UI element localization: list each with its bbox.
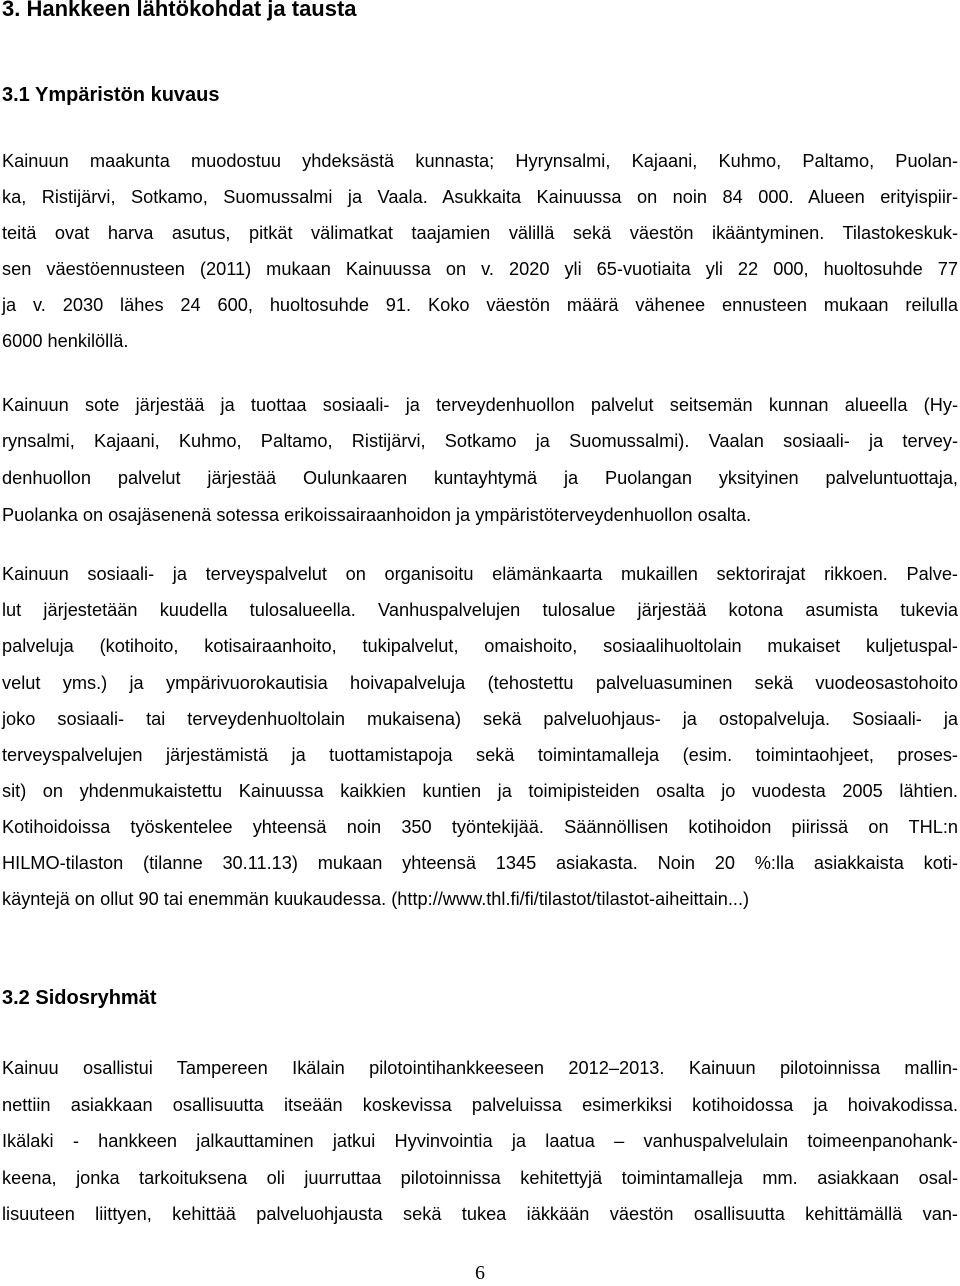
text-line: 6000 henkilöllä.	[2, 331, 129, 351]
chapter-heading: 3. Hankkeen lähtökohdat ja tausta	[2, 0, 357, 21]
text-line: sen väestöennusteen (2011) mukaan Kainuussa on v. 2020 yli 65-vuotiaita yli 22 000, huoltosuhde 77	[2, 259, 958, 279]
text-line: Puolanka on osajäsenenä sotessa erikoissairaanhoidon ja ympäristöterveydenhuollon osalta.	[2, 505, 752, 525]
text-line: denhuollon palvelut järjestää Oulunkaaren kuntayhtymä ja Puolangan yksityinen palveluntuottaja,	[2, 468, 958, 488]
text-line: lisuuteen liittyen, kehittää palveluohjausta sekä tukea iäkkään väestön osallisuutta kehittämällä van-	[2, 1204, 958, 1224]
text-line: nettiin asiakkaan osallisuutta itseään koskevissa palveluissa esimerkiksi kotihoidossa ja hoivakodissa.	[2, 1095, 958, 1115]
text-line: terveyspalvelujen järjestämistä ja tuottamistapoja sekä toimintamalleja (esim. toimintaohjeet, proses-	[2, 745, 958, 765]
text-line: Kainuun sosiaali- ja terveyspalvelut on organisoitu elämänkaarta mukaillen sektorirajat rikkoen. Palve-	[2, 564, 958, 584]
text-line: joko sosiaali- tai terveydenhuoltolain mukaisena) sekä palveluohjaus- ja ostopalveluja. Sosiaali- ja	[2, 709, 958, 729]
text-line: teitä ovat harva asutus, pitkät välimatkat taajamien välillä sekä väestön ikääntyminen. Tilastokeskuk-	[2, 223, 958, 243]
text-line: Kotihoidoissa työskentelee yhteensä noin 350 työntekijää. Säännöllisen kotihoidon piirissä on THL:n	[2, 817, 958, 837]
text-line: ka, Ristijärvi, Sotkamo, Suomussalmi ja Vaala. Asukkaita Kainuussa on noin 84 000. Alueen erityispiir-	[2, 187, 958, 207]
page-number: 6	[475, 1262, 485, 1284]
text-line: ja v. 2030 lähes 24 600, huoltosuhde 91. Koko väestön määrä vähenee ennusteen mukaan reilulla	[2, 295, 958, 315]
text-line: Kainuun maakunta muodostuu yhdeksästä kunnasta; Hyrynsalmi, Kajaani, Kuhmo, Paltamo, Puolan-	[2, 151, 958, 171]
text-line: velut yms.) ja ympärivuorokautisia hoivapalveluja (tehostettu palveluasuminen sekä vuodeosastohoito	[2, 673, 958, 693]
text-line: Ikälaki - hankkeen jalkauttaminen jatkui Hyvinvointia ja laatua – vanhuspalvelulain toimeenpanohank-	[2, 1131, 958, 1151]
section-heading-ymparisto: 3.1 Ympäristön kuvaus	[2, 84, 220, 106]
text-line: rynsalmi, Kajaani, Kuhmo, Paltamo, Ristijärvi, Sotkamo ja Suomussalmi). Vaalan sosiaali- ja tervey-	[2, 431, 958, 451]
text-line: käyntejä on ollut 90 tai enemmän kuukaudessa. (http://www.thl.fi/fi/tilastot/tilastot-aiheittain...)	[2, 889, 750, 909]
section-heading-sidosryhmat: 3.2 Sidosryhmät	[2, 987, 157, 1009]
text-line: lut järjestetään kuudella tulosalueella. Vanhuspalvelujen tulosalue järjestää kotona asumista tukevia	[2, 600, 958, 620]
text-line: Kainuu osallistui Tampereen Ikälain pilotointihankkeeseen 2012–2013. Kainuun pilotoinnissa mallin-	[2, 1058, 958, 1078]
text-line: keena, jonka tarkoituksena oli juurruttaa pilotoinnissa kehitettyjä toimintamalleja mm. asiakkaan osal-	[2, 1168, 958, 1188]
text-line: palveluja (kotihoito, kotisairaanhoito, tukipalvelut, omaishoito, sosiaalihuoltolain mukaiset kuljetuspal-	[2, 636, 958, 656]
text-line: HILMO-tilaston (tilanne 30.11.13) mukaan yhteensä 1345 asiakasta. Noin 20 %:lla asiakkaista koti-	[2, 853, 958, 873]
text-line: Kainuun sote järjestää ja tuottaa sosiaali- ja terveydenhuollon palvelut seitsemän kunnan alueella (Hy-	[2, 395, 958, 415]
text-line: sit) on yhdenmukaistettu Kainuussa kaikkien kuntien ja toimipisteiden osalta jo vuodesta 2005 lähtien.	[2, 781, 958, 801]
